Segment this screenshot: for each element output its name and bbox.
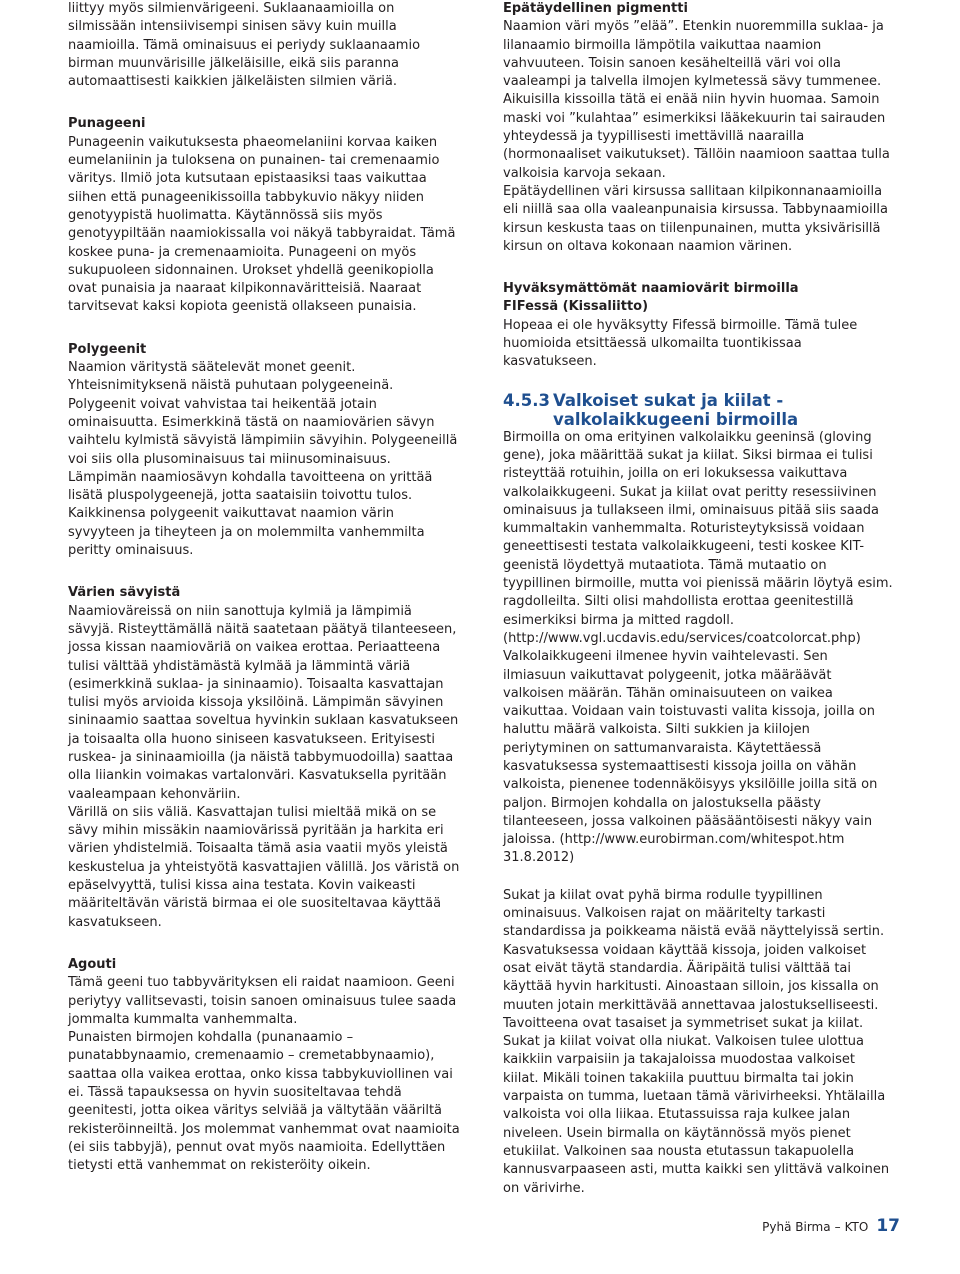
footer-abbrev: KTO [844, 1220, 869, 1234]
hyvaksymattomat-heading-line-1: Hyväksymättömät naamiovärit birmoilla [503, 281, 799, 297]
page-footer [740, 1216, 900, 1237]
footer-publication: Pyhä Birma [762, 1220, 831, 1234]
left-column [68, 0, 460, 1176]
punageeni-paragraph: Punageenin vaikutuksesta phaeomelaniini korvaa kaiken eumelaniinin ja tuloksena on punainen- tai cremenaamio väritys. Ilmiö jota kutsutaan epistaasiksi taas vaikuttaa siihen että punageenikissoilla tabbykuvio näkyy niiden genotyypistä huolimatta. Käytännössä siis myös genotyypiltään naamiokissalla voi näkyä tabbyraidat. Tämä koskee puna- ja cremenaamioita. Punageeni on myös sukupuoleen sidonnainen. Urokset yhdellä geenikopiolla ovat punaisia ja naaraat kilpikonnaväritteisiä. Naaraat tarvitsevat kaksi kopiota geenistä ollakseen punaisia. [68, 134, 456, 315]
pigmentti-heading: Epätäydellinen pigmentti [503, 1, 688, 16]
footer-separator: – [834, 1220, 841, 1234]
hyvaksymattomat-heading-line-2: FIFessä (Kissaliitto) [503, 299, 649, 315]
page-number: 17 [876, 1216, 900, 1236]
valko-paragraph-1: Birmoilla on oma erityinen valkolaikku geeninsä (gloving gene), joka määrittää sukat ja kiilat. Siksi birmaa ei tulisi risteyttää rotuihin, joilla on eri lokuksessa vaikuttava valkolaikkugeeni. Sukat ja kiilat ovat peritty resessiivinen ominaisuus ja tullakseen ilmi, ominaisuus pitää siis saada kummaltakin vanhemmalta. Roturisteytyksissä voidaan geneettisesti testata valkolaikkugeeni, testi koskee KIT-geenistä löydettyä mutaatiota. Tämä mutaatio on tyypillinen birmoille, mutta voi pienissä määrin löytyä esim. ragdolleilta. Silti olisi mahdollista erottaa geenitestillä esimerkiksi birma ja mitted ragdoll. (http://www.vgl.ucdavis.edu/services/coatcolorcat.php) [503, 429, 893, 646]
valko-paragraph-2: Valkolaikkugeeni ilmenee hyvin vaihtelevasti. Sen ilmiasuun vaikuttavat polygeenit, jotka määräävät valkoisen määrän. Tähän ominaisuuteen on vaikea vaikuttaa. Voidaan vain toistuvasti valita kissoja, joilla on haluttu määrä valkoista. Silti sukkien ja kiilojen periytyminen on sattumanvaraista. Käytettäessä kasvatuksessa systemaattisesti kissoja joilla on vähän valkoista, pienenee todennäköisyys yksilöille joilla sitä on paljon. Birmojen kohdalla on jalostuksella päästy tilanteeseen, jossa valkoinen pääsääntöisesti näkyy vain jaloissa. (http://www.eurobirman.com/whitespot.htm 31.8.2012) [503, 649, 878, 866]
polygeenit-paragraph: Naamion väritystä säätelevät monet geenit. Yhteisnimityksenä näistä puhutaan polygeeneinä. Polygeenit voivat vahvistaa tai heikentää jotain ominaisuutta. Esimerkkinä tästä on naamiovärien sävyn vaihtelu kylmistä sävyistä lämpimiin sävyihin. Polygeeneillä voi siis olla plusominaisuus tai miinusominaisuus. Lämpimän naamiosävyn kohdalla tavoitteena on yrittää lisätä pluspolygeenejä, jotta saataisiin toivottu tulos. Kaikkinensa polygeenit vaikuttavat naamion värin syvyyteen ja tiheyteen ja on molemmilta vanhemmilta peritty ominaisuus. [68, 360, 458, 559]
agouti-paragraph-1: Tämä geeni tuo tabbyvärityksen eli raidat naamioon. Geeni periytyy vallitsevasti, toisin sanoen ominaisuus tulee saada jommalta kummalta vanhemmalta. [68, 975, 457, 1027]
pigmentti-paragraph-2: Epätäydellinen väri kirsussa sallitaan kilpikonnanaamioilla eli niillä saa olla vaaleanpunaisia kirsussa. Tabbynaamioilla kirsun keskusta taas on tiilenpunainen, mutta yksivärisillä kirsun on oltava kokonaan naamion värinen. [503, 183, 888, 254]
agouti-heading: Agouti [68, 956, 117, 972]
hyvaksymattomat-paragraph: Hopeaa ei ole hyväksytty Fifessä birmoille. Tämä tulee huomioida etsittäessä ulkomailta tuontikissaa kasvatukseen. [503, 317, 858, 370]
section-title-line-2: valkolaikkugeeni birmoilla [553, 409, 799, 429]
section-title [553, 391, 798, 429]
pigmentti-paragraph-1: Naamion väri myös ”elää”. Etenkin nuoremmilla suklaa- ja lilanaamio birmoilla lämpötila vaikuttaa naamion vahvuuteen. Toisin sanoen kesähelteillä väri voi olla vaaleampi ja talvella ilmojen kylmetessä sävy tummenee. Aikuisilla kissoilla tätä ei enää niin hyvin huomaa. Samoin maski voi ”kulahtaa” esimerkiksi lääkekuurin tai sairauden yhteydessä ja tyypillisesti imettävillä naarailla (hormonaaliset vaikutukset). Tällöin naamioon saattaa tulla valkoisia karvoja sekaan. [503, 19, 890, 181]
savyista-heading: Värien sävyistä [68, 585, 181, 601]
right-column [503, 0, 893, 1198]
polygeenit-heading: Polygeenit [68, 341, 147, 357]
punageeni-heading: Punageeni [68, 116, 146, 132]
intro-paragraph: liittyy myös silmienvärigeeni. Suklaanaamioilla on silmissään intensiivisempi sinisen sävy kuin muilla naamioilla. Tämä ominaisuus ei periydy suklaanaamio birman muunvärisille jälkeläisille, eikä siis paranna automaattisesti kaikkien jälkeläisten silmien väriä. [68, 1, 421, 90]
section-number: 4.5.3 [503, 390, 550, 410]
section-heading [503, 391, 893, 429]
savyista-paragraph-2: Värillä on siis väliä. Kasvattajan tulisi mieltää mikä on se sävy mihin missäkin naamiovärissä pyritään ja harkita eri värien yhdistelmiä. Toisaalta tämä asia vaatii myös yleistä keskustelua ja yhteistyötä kasvattajien välillä. Jos väristä on epäselvyyttä, tulisi kissa aina testata. Kovin vaikeasti määriteltävän väristä birmaa ei ole suositeltavaa käyttää kasvatukseen. [68, 804, 460, 930]
valko-paragraph-3: Sukat ja kiilat ovat pyhä birma rodulle tyypillinen ominaisuus. Valkoisen rajat on määritelty tarkasti standardissa ja poikkeama näistä evää näyttelyissä sertin. Kasvatuksessa voidaan käyttää kissoja, joiden valkoiset osat eivät täytä standardia. Ääripäitä tulisi välttää tai käyttää hyvin harkitusti. Ainoastaan silloin, jos kissalla on muuten jotain merkittävää annettavaa jalostukselliseesti. Tavoitteena ovat tasaiset ja symmetriset sukat ja kiilat. [503, 887, 885, 1031]
valko-paragraph-4: Sukat ja kiilat voivat olla niukat. Valkoisen tulee ulottua kaikkiin varpaisiin ja takajaloissa muodostaa valkoiset kiilat. Mikäli toinen takakiila puuttuu birmalta tai jokin varpaista on tumma, luetaan tämä värivirheeksi. Yhtälailla valkoista voi olla liikaa. Etutassuissa raja kulkee jalan niveleen. Usein birmalla on käytännössä myös pienet etukiilat. Valkoinen saa nousta etutassun takapuolella kannusvarpaaseen asti, mutta kaikki sen ylittävä valkoinen on värivirhe. [503, 1034, 890, 1196]
agouti-paragraph-2: Punaisten birmojen kohdalla (punanaamio – punatabbynaamio, cremenaamio – cremetabbynaamio), saattaa olla vaikea erottaa, onko kissa tabbykuviollinen vai ei. Tässä tapauksessa on hyvin suositeltavaa tehdä geenitesti, jotta oikea väritys selviää ja vältytään vääriltä rekisteröinneiltä. Jos molemmat vanhemmat ovat naamioita (ei siis tabbyjä), pennut ovat myös naamioita. Edellyttäen tietysti että vanhemmat on rekisteröity oikein. [68, 1030, 460, 1174]
section-title-line-1: Valkoiset sukat ja kiilat - [553, 390, 784, 410]
savyista-paragraph-1: Naamioväreissä on niin sanottuja kylmiä ja lämpimiä sävyjä. Risteyttämällä näitä saatetaan päätyä tilanteeseen, jossa kissan naamioväriä on vaikea erottaa. Periaatteena tulisi välttää yhdistämästä kylmää ja lämmintä väriä (esimerkkinä suklaa- ja sininaamio). Toisaalta kasvattajan tulisi myös arvioida kissoja yksilöinä. Lämpimän sävyinen sininaamio saattaa soveltua hyvinkin suklaan kasvatukseen ja toisaalta olla huono siniseen kasvatukseen. Erityisesti ruskea- ja sininaamioilla (ja näistä tabbymuodoilla) saattaa olla liiankin voimakas vartalonväri. Kasvatuksella pyritään vaaleampaan kehonväriin. [68, 603, 459, 802]
